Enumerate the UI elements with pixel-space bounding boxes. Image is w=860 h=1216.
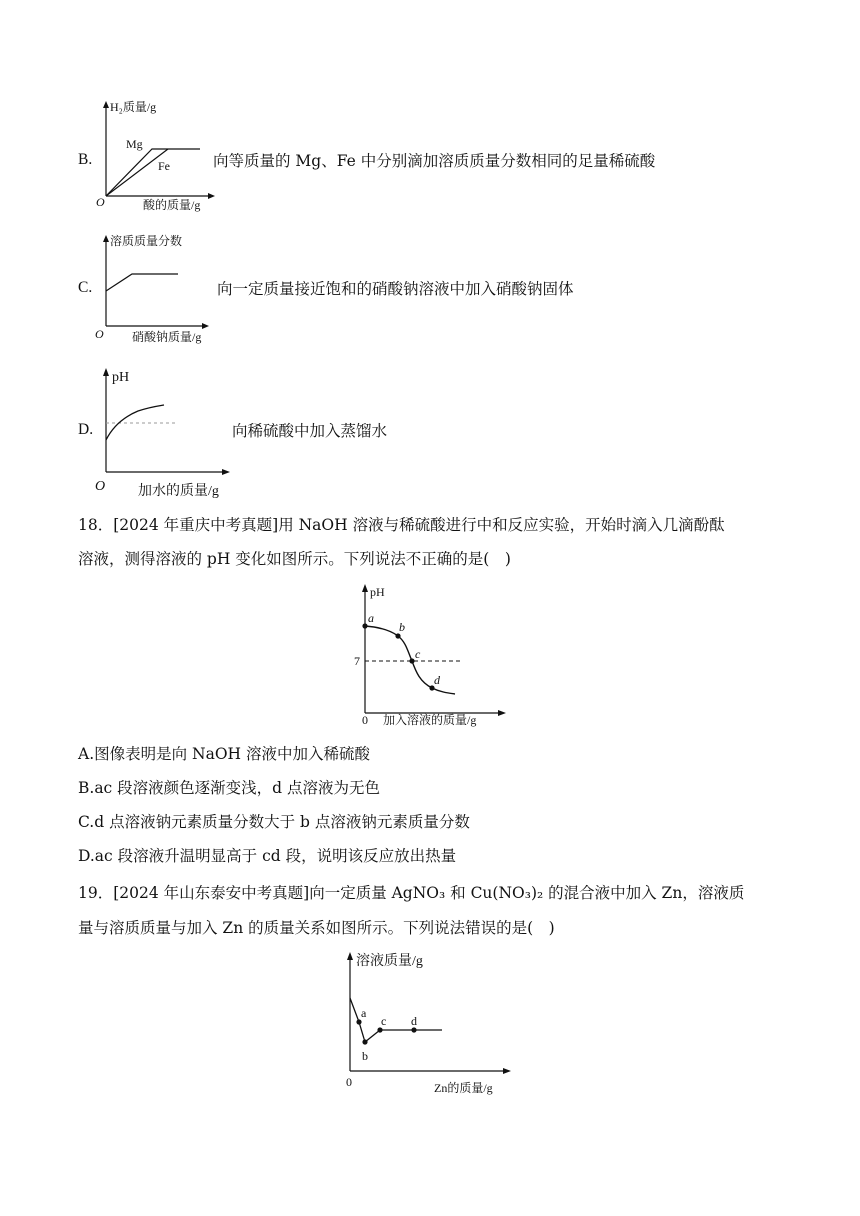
x-axis-arrow [503, 1068, 511, 1074]
point-a-label: a [361, 1006, 367, 1020]
option-b-text: 向等质量的 Mg、Fe 中分别滴加溶质质量分数相同的足量稀硫酸 [213, 152, 656, 170]
option-b-graph [92, 98, 222, 216]
mg-line [106, 149, 200, 196]
option-c-letter: C. [78, 279, 93, 296]
solute-fraction-line [106, 274, 178, 291]
option-b-letter: B. [78, 151, 93, 168]
x-axis-label: 加水的质量/g [138, 484, 219, 499]
point-a-label: a [368, 611, 374, 625]
fe-label: Fe [158, 159, 170, 173]
q18-option-a: A.图像表明是向 NaOH 溶液中加入稀硫酸 [78, 745, 371, 763]
point-b-label: b [399, 620, 405, 634]
q18-option-d: D.ac 段溶液升温明显高于 cd 段，说明该反应放出热量 [78, 847, 457, 865]
q18-stem-line2: 溶液，测得溶液的 pH 变化如图所示。下列说法不正确的是( ) [78, 550, 511, 568]
mg-label: Mg [126, 137, 143, 151]
x-axis-label: 硝酸钠质量/g [132, 330, 202, 344]
option-d-letter: D. [78, 421, 94, 438]
x-axis-arrow [202, 323, 209, 329]
y-axis-label: 溶质质量分数 [110, 234, 183, 248]
point-c-label: c [381, 1014, 387, 1028]
origin-label: O [96, 195, 105, 209]
point-b-label: b [362, 1049, 368, 1063]
option-d-text: 向稀硫酸中加入蒸馏水 [232, 422, 388, 440]
solution-mass-line [350, 998, 442, 1042]
option-d-graph [92, 364, 242, 500]
y-axis-arrow [103, 101, 109, 108]
point-d-label: d [411, 1014, 417, 1028]
y-axis-arrow [103, 368, 109, 376]
point-a [356, 1019, 361, 1024]
origin-label: 0 [362, 713, 368, 727]
y-axis-arrow [362, 584, 368, 592]
y-axis-arrow [103, 235, 109, 242]
point-c [409, 658, 414, 663]
y-axis-arrow [347, 952, 353, 960]
origin-label: O [95, 327, 104, 341]
y-axis-label: pH [370, 585, 385, 599]
x-axis-label: Zn的质量/g [434, 1081, 493, 1095]
point-d-label: d [434, 673, 440, 687]
q18-option-b: B.ac 段溶液颜色逐渐变浅，d 点溶液为无色 [78, 779, 381, 797]
point-b [395, 633, 400, 638]
y-axis-label: pH [112, 370, 130, 385]
option-c-graph [92, 228, 222, 346]
origin-label: O [95, 479, 106, 494]
x-axis-label: 加入溶液的质量/g [383, 713, 477, 727]
point-c-label: c [415, 647, 421, 661]
ph7-label: 7 [354, 654, 360, 668]
y-axis-label: H₂质量/g [110, 100, 157, 114]
q18-graph [330, 578, 510, 730]
x-axis-label: 酸的质量/g [143, 198, 201, 212]
point-d [411, 1027, 416, 1032]
option-c-text: 向一定质量接近饱和的硝酸钠溶液中加入硝酸钠固体 [217, 280, 574, 298]
origin-label: 0 [346, 1075, 352, 1089]
q19-graph [330, 946, 530, 1098]
x-axis-arrow [208, 193, 215, 199]
point-a [362, 623, 367, 628]
x-axis-arrow [498, 710, 506, 716]
point-b [362, 1039, 367, 1044]
q18-stem-line1: 18．[2024 年重庆中考真题]用 NaOH 溶液与稀硫酸进行中和反应实验，开始时滴入几滴酚酞 [78, 516, 725, 534]
q19-stem-line1: 19．[2024 年山东泰安中考真题]向一定质量 AgNO₃ 和 Cu(NO₃)₂ 的混合液中加入 Zn，溶液质 [78, 884, 745, 902]
q19-stem-line2: 量与溶质质量与加入 Zn 的质量关系如图所示。下列说法错误的是( ) [78, 919, 555, 937]
point-c [377, 1027, 382, 1032]
q18-option-c: C.d 点溶液钠元素质量分数大于 b 点溶液钠元素质量分数 [78, 813, 470, 831]
x-axis-arrow [222, 469, 230, 475]
y-axis-label: 溶液质量/g [356, 954, 423, 969]
